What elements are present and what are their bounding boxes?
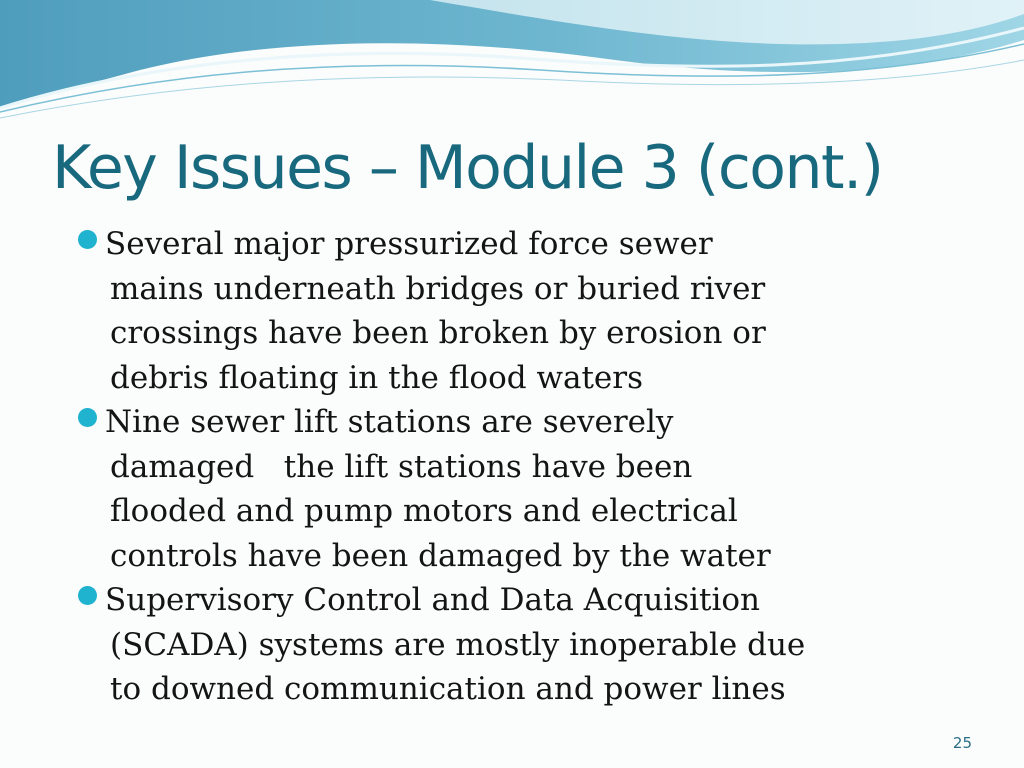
bullet-text-line: Supervisory Control and Data Acquisition — [105, 582, 761, 618]
bullet-text-line: controls have been damaged by the water — [110, 537, 771, 574]
bullet-item-3 — [78, 578, 958, 712]
bullet-text-line: (SCADA) systems are mostly inoperable due — [110, 626, 806, 663]
bullet-item-2 — [78, 400, 958, 578]
slide-title: Key Issues – Module 3 (cont.) — [52, 133, 883, 203]
bullet-dot-icon — [78, 230, 97, 249]
bullet-text-line: mains underneath bridges or buried river — [110, 270, 766, 307]
bullet-dot-icon — [78, 408, 97, 427]
bullet-text-line: Nine sewer lift stations are severely — [105, 404, 674, 440]
bullet-dot-icon — [78, 586, 97, 605]
bullet-text-line: damaged the lift stations have been — [110, 448, 693, 485]
bullet-item-1 — [78, 222, 958, 400]
bullet-text-line: debris floating in the flood waters — [110, 359, 643, 396]
header-wave-decoration — [0, 0, 1024, 130]
bullet-text-line: to downed communication and power lines — [110, 671, 786, 707]
bullet-list — [78, 222, 958, 712]
slide-number: 25 — [952, 734, 972, 752]
bullet-text-line: crossings have been broken by erosion or — [110, 315, 766, 351]
bullet-text-line: Several major pressurized force sewer — [105, 226, 713, 262]
bullet-text-line: flooded and pump motors and electrical — [110, 493, 738, 529]
